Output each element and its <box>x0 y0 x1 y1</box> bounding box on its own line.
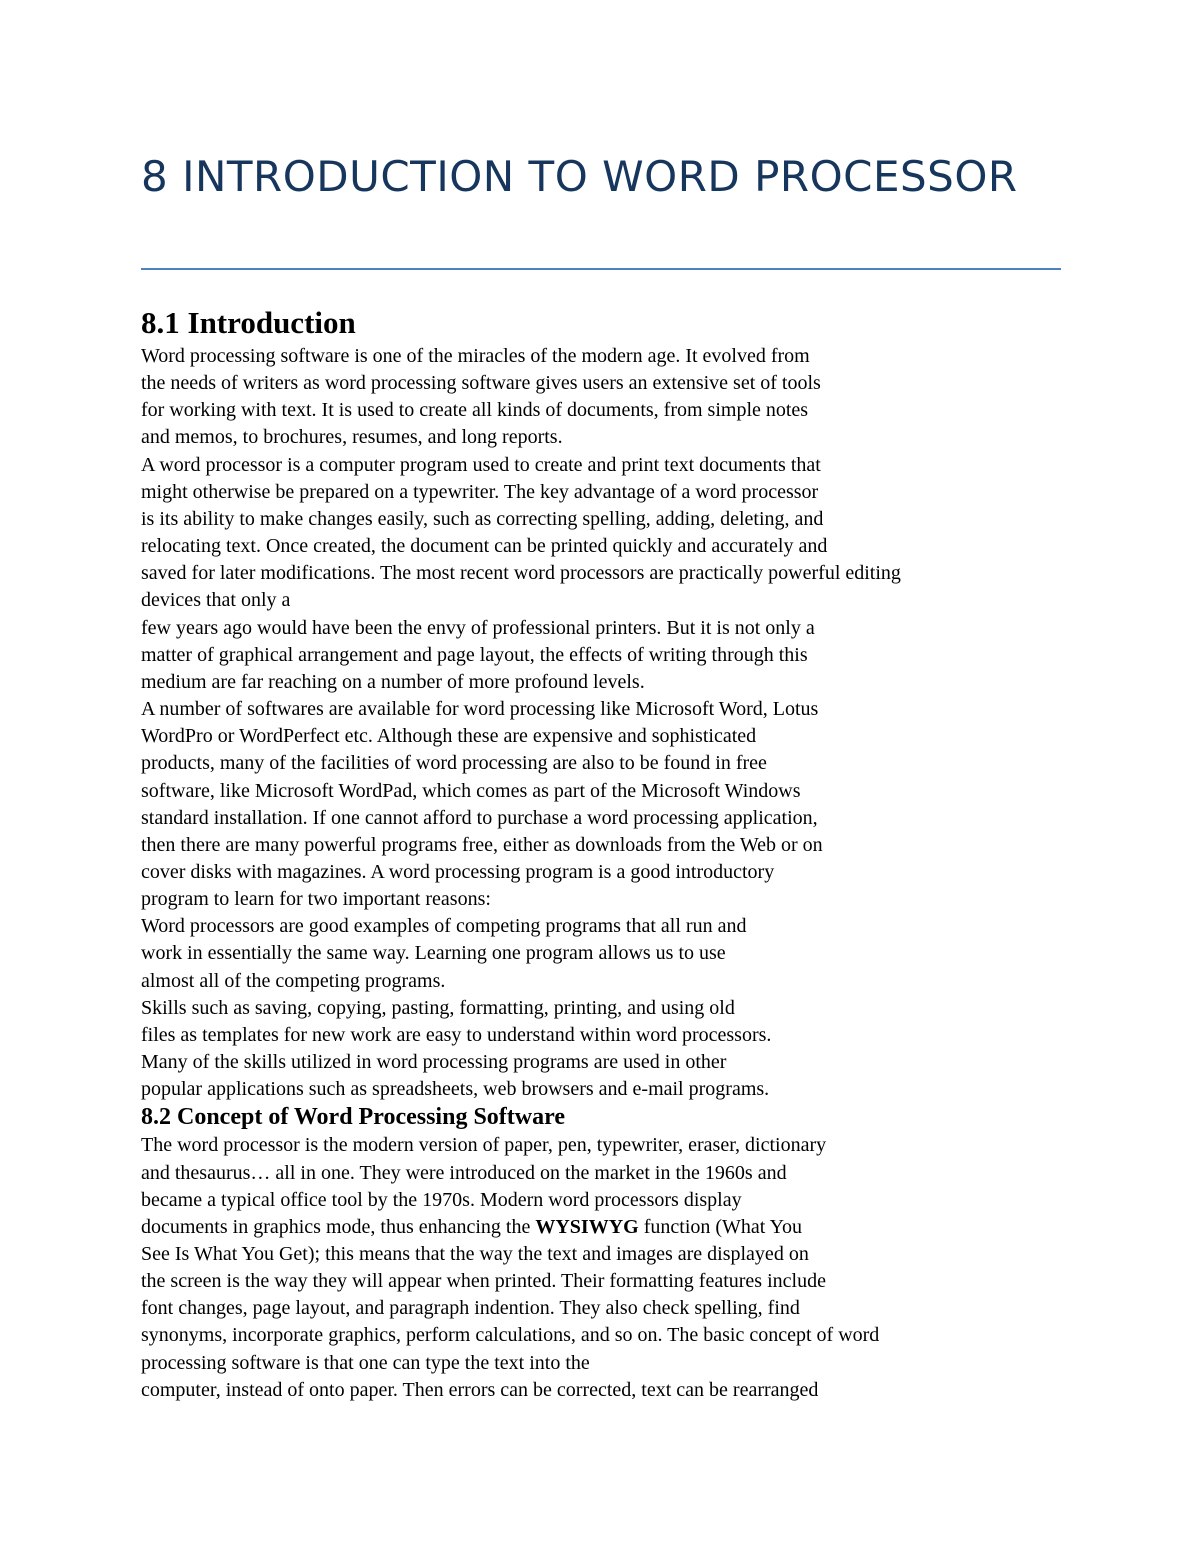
text-line: matter of graphical arrangement and page layout, the effects of writing through this <box>141 643 808 666</box>
wysiwyg-term: WYSIWYG <box>535 1215 639 1238</box>
text-line: and thesaurus… all in one. They were introduced on the market in the 1960s and <box>141 1161 787 1184</box>
text-line: files as templates for new work are easy to understand within word processors. <box>141 1023 772 1046</box>
text-line: might otherwise be prepared on a typewriter. The key advantage of a word processor <box>141 480 819 503</box>
text-line: products, many of the facilities of word processing are also to be found in free <box>141 752 767 775</box>
text-line: then there are many powerful programs free, either as downloads from the Web or on <box>141 833 823 856</box>
text-line: WordPro or WordPerfect etc. Although these are expensive and sophisticated <box>141 725 757 748</box>
text-line: A word processor is a computer program used to create and print text documents that <box>141 453 821 476</box>
text-line: medium are far reaching on a number of more profound levels. <box>141 670 645 693</box>
section-heading-introduction: 8.1 Introduction <box>141 305 356 340</box>
text-line: work in essentially the same way. Learning one program allows us to use <box>141 942 726 965</box>
text-line: processing software is that one can type the text into the <box>141 1351 590 1374</box>
text-line: for working with text. It is used to create all kinds of documents, from simple notes <box>141 399 809 422</box>
text-line: the needs of writers as word processing software gives users an extensive set of tools <box>141 372 821 395</box>
text-line: See Is What You Get); this means that the way the text and images are displayed on <box>141 1243 809 1265</box>
text-line: the screen is the way they will appear when printed. Their formatting features include <box>141 1270 826 1293</box>
section-heading-concept: 8.2 Concept of Word Processing Software <box>141 1104 565 1131</box>
text-line: devices that only a <box>141 589 291 612</box>
text-line: is its ability to make changes easily, such as correcting spelling, adding, deleting, and <box>141 507 824 530</box>
text-line: Word processing software is one of the miracles of the modern age. It evolved from <box>141 345 810 367</box>
text-line: and memos, to brochures, resumes, and long reports. <box>141 426 563 449</box>
text-line: almost all of the competing programs. <box>141 969 446 992</box>
bullet-text-line: Word processors are good examples of competing programs that all run and <box>141 915 747 938</box>
text-line: became a typical office tool by the 1970s. Modern word processors display <box>141 1188 742 1211</box>
text-line: software, like Microsoft WordPad, which comes as part of the Microsoft Windows <box>141 779 801 802</box>
bullet-text-line: Skills such as saving, copying, pasting, formatting, printing, and using old <box>141 996 735 1019</box>
chapter-title: 8 INTRODUCTION TO WORD PROCESSOR <box>141 152 1018 201</box>
text-line: Many of the skills utilized in word processing programs are used in other <box>141 1051 727 1074</box>
text-line: standard installation. If one cannot afford to purchase a word processing application, <box>141 806 818 829</box>
text-line: A number of softwares are available for word processing like Microsoft Word, Lotus <box>141 698 819 721</box>
text-line: relocating text. Once created, the document can be printed quickly and accurately and <box>141 535 828 558</box>
section-concept-text <box>141 1132 1061 1404</box>
text-segment: documents in graphics mode, thus enhancing the <box>141 1215 536 1238</box>
text-line: few years ago would have been the envy of professional printers. But it is not only a <box>141 616 815 639</box>
text-line: program to learn for two important reasons: <box>141 888 491 911</box>
text-line: The word processor is the modern version of paper, pen, typewriter, eraser, dictionary <box>141 1134 827 1157</box>
title-underline-rule <box>141 268 1061 270</box>
text-line-wysiwyg <box>141 1214 1061 1241</box>
text-segment: function (What You <box>638 1215 803 1238</box>
text-line: saved for later modifications. The most recent word processors are practically powerful editing <box>141 562 901 585</box>
text-line: synonyms, incorporate graphics, perform calculations, and so on. The basic concept of word <box>141 1324 880 1347</box>
document-body <box>141 303 1061 1404</box>
text-line: computer, instead of onto paper. Then errors can be corrected, text can be rearranged <box>141 1378 819 1401</box>
text-line: font changes, page layout, and paragraph indention. They also check spelling, find <box>141 1297 800 1320</box>
text-line: popular applications such as spreadsheets, web browsers and e-mail programs. <box>141 1078 770 1101</box>
text-line: cover disks with magazines. A word processing program is a good introductory <box>141 860 775 883</box>
section-introduction-text <box>141 343 1061 1103</box>
